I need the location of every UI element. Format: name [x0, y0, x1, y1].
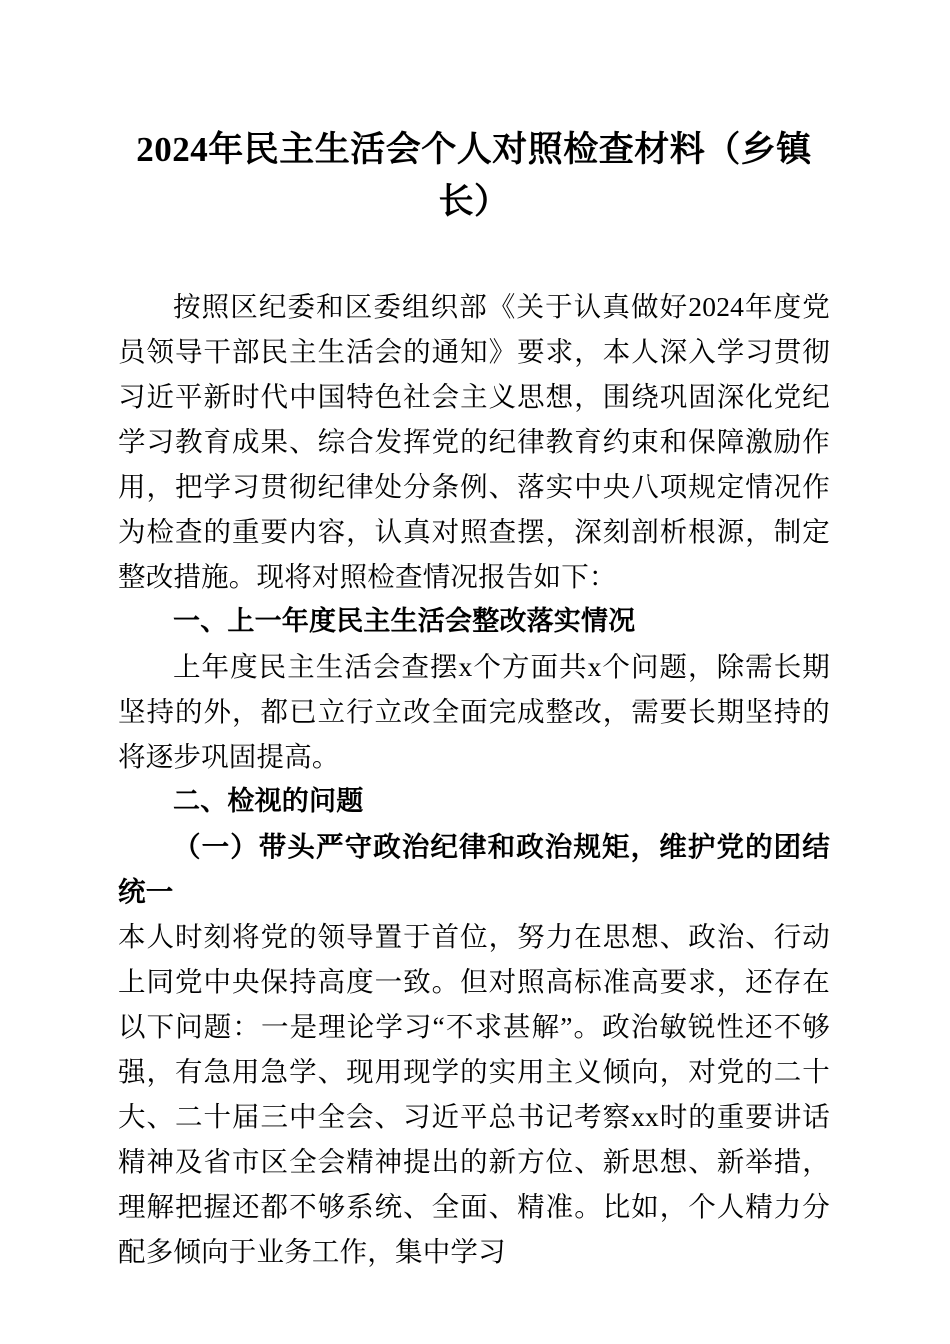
- paragraph-subsection-one-body: 本人时刻将党的领导置于首位，努力在思想、政治、行动上同党中央保持高度一致。但对照高标准高要求，还存在以下问题：一是理论学习“不求甚解”。政治敏锐性还不够强，有急用急学、现用现学的实用主义倾向，对党的二十大、二十届三中全会、习近平总书记考察xx时的重要讲话精神及省市区全会精神提出的新方位、新思想、新举措，理解把握还都不够系统、全面、精准。比如，个人精力分配多倾向于业务工作，集中学习: [118, 921, 830, 1267]
- paragraph-section-one-body: 上年度民主生活会查摆x个方面共x个问题，除需长期坚持的外，都已立行立改全面完成整改，需要长期坚持的将逐步巩固提高。: [118, 651, 830, 772]
- document-body: [118, 0, 830, 1274]
- subheading-section-two-item-one: （一）带头严守政治纪律和政治规矩，维护党的团结统一: [118, 831, 830, 907]
- page-title: 2024年民主生活会个人对照检查材料（乡镇长）: [136, 130, 812, 221]
- paragraph-preamble: 按照区纪委和区委组织部《关于认真做好2024年度党员领导干部民主生活会的通知》要求，本人深入学习贯彻习近平新时代中国特色社会主义思想，围绕巩固深化党纪学习教育成果、综合发挥党的纪律教育约束和保障激励作用，把学习贯彻纪律处分条例、落实中央八项规定情况作为检查的重要内容，认真对照查摆，深刻剖析根源，制定整改措施。现将对照检查情况报告如下：: [118, 291, 830, 592]
- heading-section-one: 一、上一年度民主生活会整改落实情况: [173, 606, 636, 636]
- heading-section-two: 二、检视的问题: [173, 786, 364, 816]
